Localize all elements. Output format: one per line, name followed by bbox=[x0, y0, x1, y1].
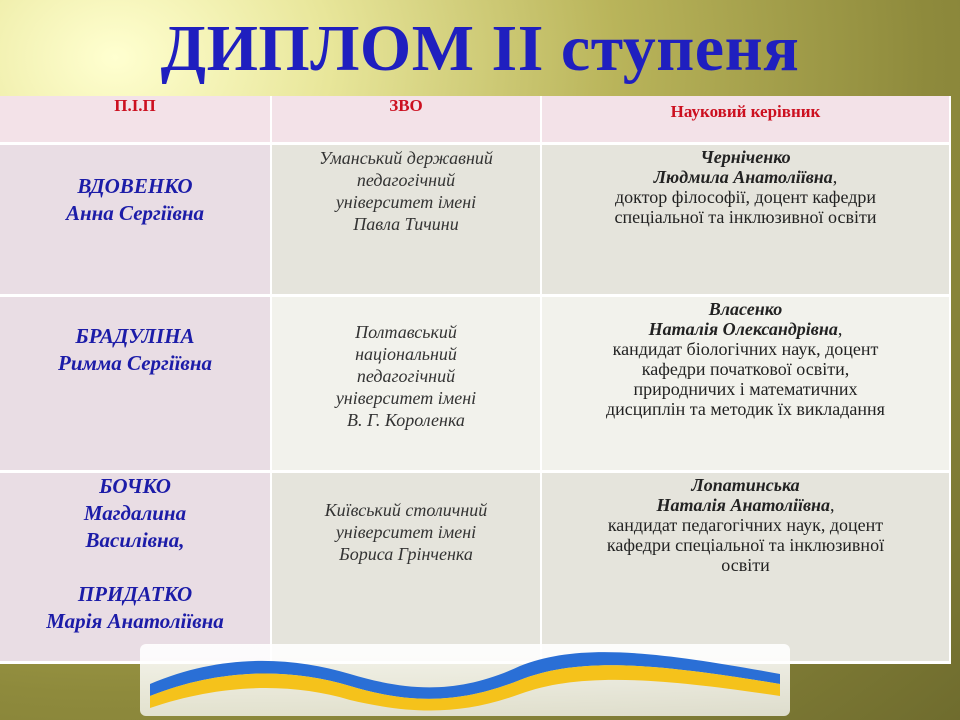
table-row bbox=[0, 144, 950, 296]
supervisor-cell: Лопатинська Наталія Анатоліївна, кандидат педагогічних наук, доцент кафедри спеціальної та інклюзивної освіти bbox=[541, 472, 950, 663]
column-header-name: П.І.П bbox=[0, 96, 271, 144]
institution-line: Павла Тичини bbox=[353, 214, 459, 234]
institution-line: національний bbox=[355, 344, 457, 364]
institution-line: Уманський державний bbox=[319, 148, 493, 168]
institution-cell bbox=[271, 296, 541, 472]
supervisor-details-line: кафедри початкової освіти, bbox=[641, 359, 850, 379]
student-surname: БРАДУЛІНА bbox=[75, 324, 195, 348]
column-header-institution: ЗВО bbox=[271, 96, 541, 144]
institution-line: Полтавський bbox=[355, 322, 457, 342]
supervisor-given-name: Наталія Олександрівна bbox=[648, 319, 838, 339]
page-title: ДИПЛОМ ІІ ступеня bbox=[160, 12, 800, 85]
supervisor-surname: Лопатинська bbox=[691, 475, 800, 495]
student-name-cell bbox=[0, 144, 271, 296]
institution-line: педагогічний bbox=[356, 170, 456, 190]
supervisor-cell: Черніченко Людмила Анатоліївна, доктор філософії, доцент кафедри спеціальної та інклюзивної освіти bbox=[541, 144, 950, 296]
student-given-name: Магдалина bbox=[83, 501, 187, 525]
institution-line: Бориса Грінченка bbox=[339, 544, 473, 564]
institution-cell bbox=[271, 144, 541, 296]
table-row bbox=[0, 472, 950, 663]
student-given-name: Василівна, bbox=[85, 528, 185, 552]
supervisor-surname: Черніченко bbox=[700, 147, 791, 167]
supervisor-details-line: доктор філософії, доцент кафедри bbox=[615, 187, 876, 207]
student-given-name: Римма Сергіївна bbox=[58, 351, 212, 375]
supervisor-surname: Власенко bbox=[708, 299, 783, 319]
supervisor-given-name: Людмила Анатоліївна bbox=[653, 167, 833, 187]
supervisor-details-line: дисциплін та методик їх викладання bbox=[606, 399, 885, 419]
supervisor-details-line: природничих і математичних bbox=[633, 379, 858, 399]
student-name-cell bbox=[0, 296, 271, 472]
institution-line: університет імені bbox=[335, 388, 477, 408]
institution-line: Київський столичний bbox=[324, 500, 488, 520]
institution-line: В. Г. Короленка bbox=[347, 410, 465, 430]
student-name-cell bbox=[0, 472, 271, 663]
supervisor-given-name: Наталія Анатоліївна bbox=[656, 495, 831, 515]
table-header-row bbox=[0, 96, 950, 144]
institution-line: університет імені bbox=[335, 192, 477, 212]
ukrainian-flag-ribbon bbox=[140, 644, 790, 716]
student-surname: БОЧКО bbox=[99, 474, 171, 498]
supervisor-details-line: кандидат біологічних наук, доцент bbox=[612, 339, 879, 359]
student-given-name: Марія Анатоліївна bbox=[46, 609, 224, 633]
student-surname: ВДОВЕНКО bbox=[77, 174, 193, 198]
student-given-name: Анна Сергіївна bbox=[65, 201, 204, 225]
supervisor-details-line: кандидат педагогічних наук, доцент bbox=[607, 515, 884, 535]
diploma-table bbox=[0, 96, 951, 664]
supervisor-cell: Власенко Наталія Олександрівна, кандидат біологічних наук, доцент кафедри початкової освіти, природничих і математичних дисциплін та методик їх викладання bbox=[541, 296, 950, 472]
student-surname: ПРИДАТКО bbox=[77, 582, 193, 606]
supervisor-details-line: спеціальної та інклюзивної освіти bbox=[614, 207, 877, 227]
supervisor-details-line: освіти bbox=[721, 555, 770, 575]
table-row bbox=[0, 296, 950, 472]
column-header-supervisor: Науковий керівник bbox=[541, 96, 950, 144]
institution-cell bbox=[271, 472, 541, 663]
institution-line: педагогічний bbox=[356, 366, 456, 386]
institution-line: університет імені bbox=[335, 522, 477, 542]
supervisor-details-line: кафедри спеціальної та інклюзивної bbox=[606, 535, 885, 555]
